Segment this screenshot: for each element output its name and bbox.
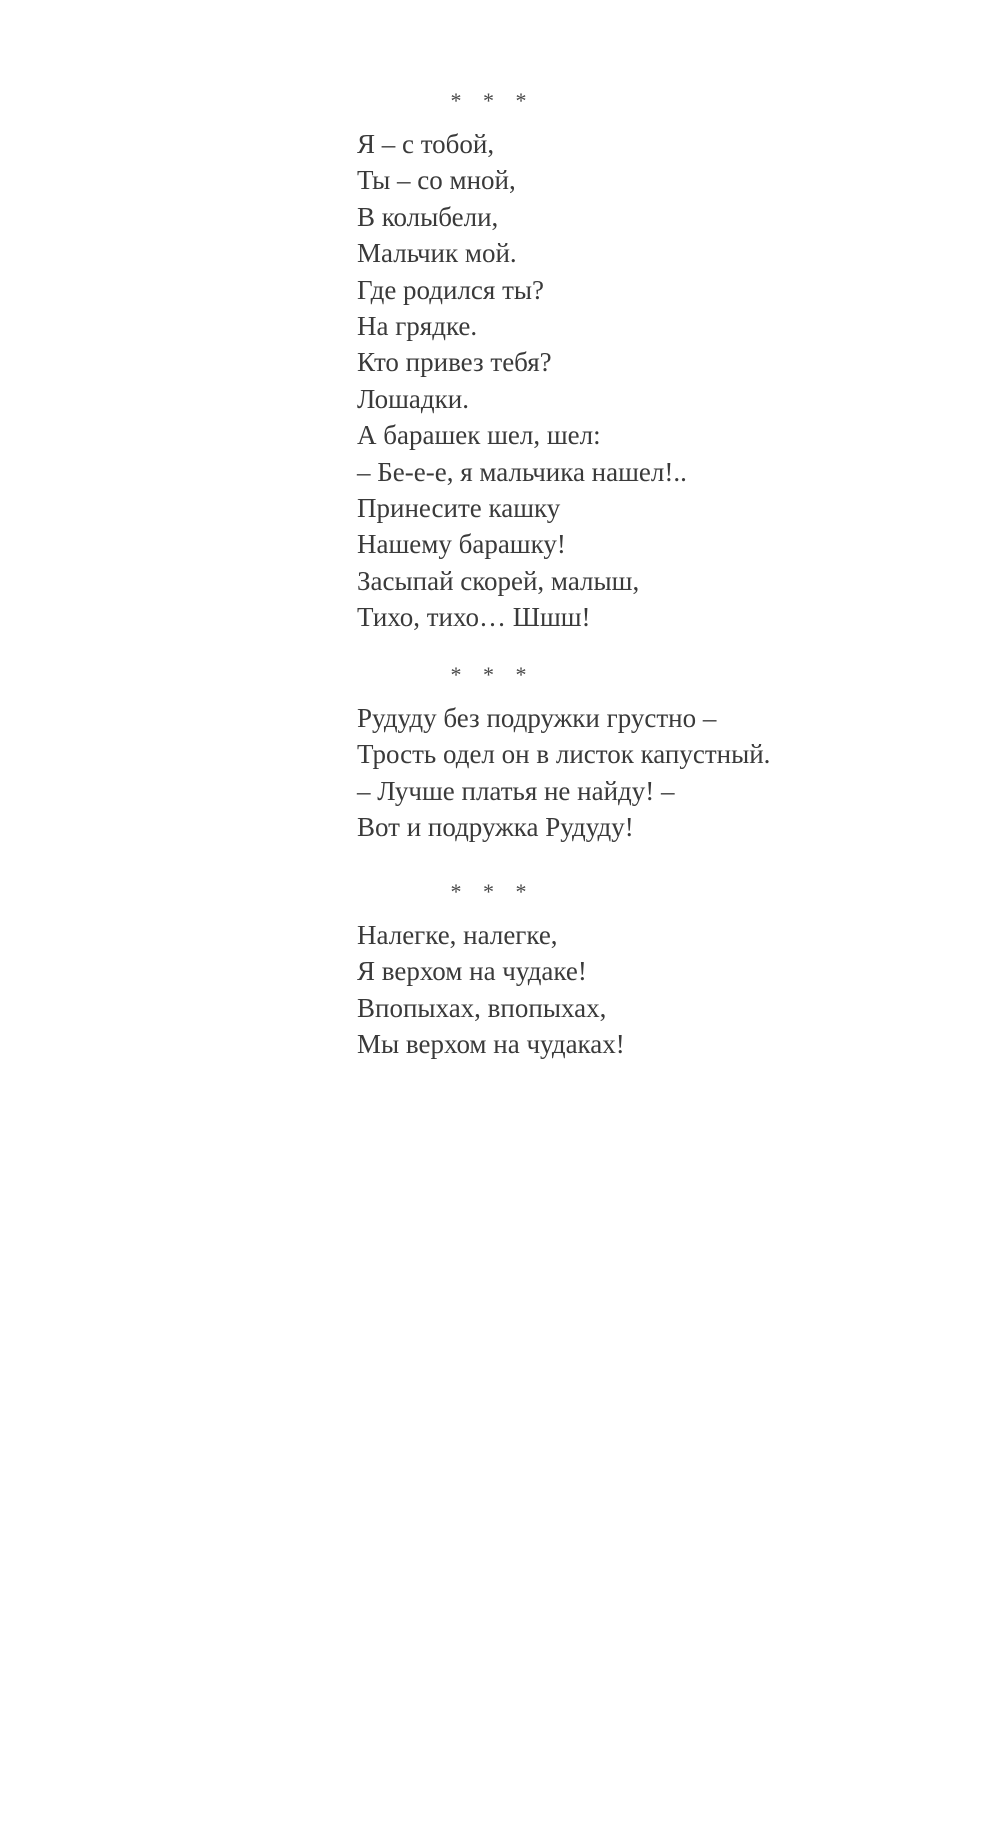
verse-line: – Лучше платья не найду! – (357, 775, 675, 806)
verse-line: На грядке. (357, 310, 478, 341)
verse-line: В колыбели, (357, 201, 499, 232)
poem-text (357, 917, 917, 1063)
poem-2 (357, 660, 917, 846)
poem-text (357, 700, 917, 846)
verse-line: Я – с тобой, (357, 129, 495, 159)
verse-line: Рудуду без подружки грустно – (357, 703, 717, 733)
verse-line: Впопыхах, впопыхах, (357, 992, 607, 1023)
verse-line: Лошадки. (357, 383, 469, 414)
verse-line: Вот и подружка Рудуду! (357, 812, 634, 843)
verse-line: Я верхом на чудаке! (357, 956, 587, 987)
verse-line: Тихо, тихо… Шшш! (357, 602, 591, 633)
poem-1 (357, 86, 917, 635)
verse-line: – Бе-е-е, я мальчика нашел!.. (357, 456, 687, 487)
verse-line: Кто привез тебя? (357, 347, 552, 378)
asterism-separator: * * * (450, 879, 535, 904)
poem-3 (357, 877, 917, 1063)
verse-line: А барашек шел, шел: (357, 420, 601, 451)
verse-line: Принесите кашку (357, 492, 561, 523)
verse-line: Засыпай скорей, малыш, (357, 565, 640, 596)
verse-line: Мы верхом на чудаках! (357, 1029, 625, 1060)
verse-line: Мальчик мой. (357, 238, 517, 269)
asterism-separator: * * * (450, 662, 535, 687)
verse-line: Где родился ты? (357, 274, 545, 305)
verse-line: Налегке, налегке, (357, 920, 558, 950)
verse-line: Трость одел он в листок капустный. (357, 739, 771, 770)
asterism-separator: * * * (450, 88, 535, 113)
poem-text (357, 126, 917, 635)
verse-line: Нашему барашку! (357, 529, 566, 560)
verse-line: Ты – со мной, (357, 165, 516, 196)
